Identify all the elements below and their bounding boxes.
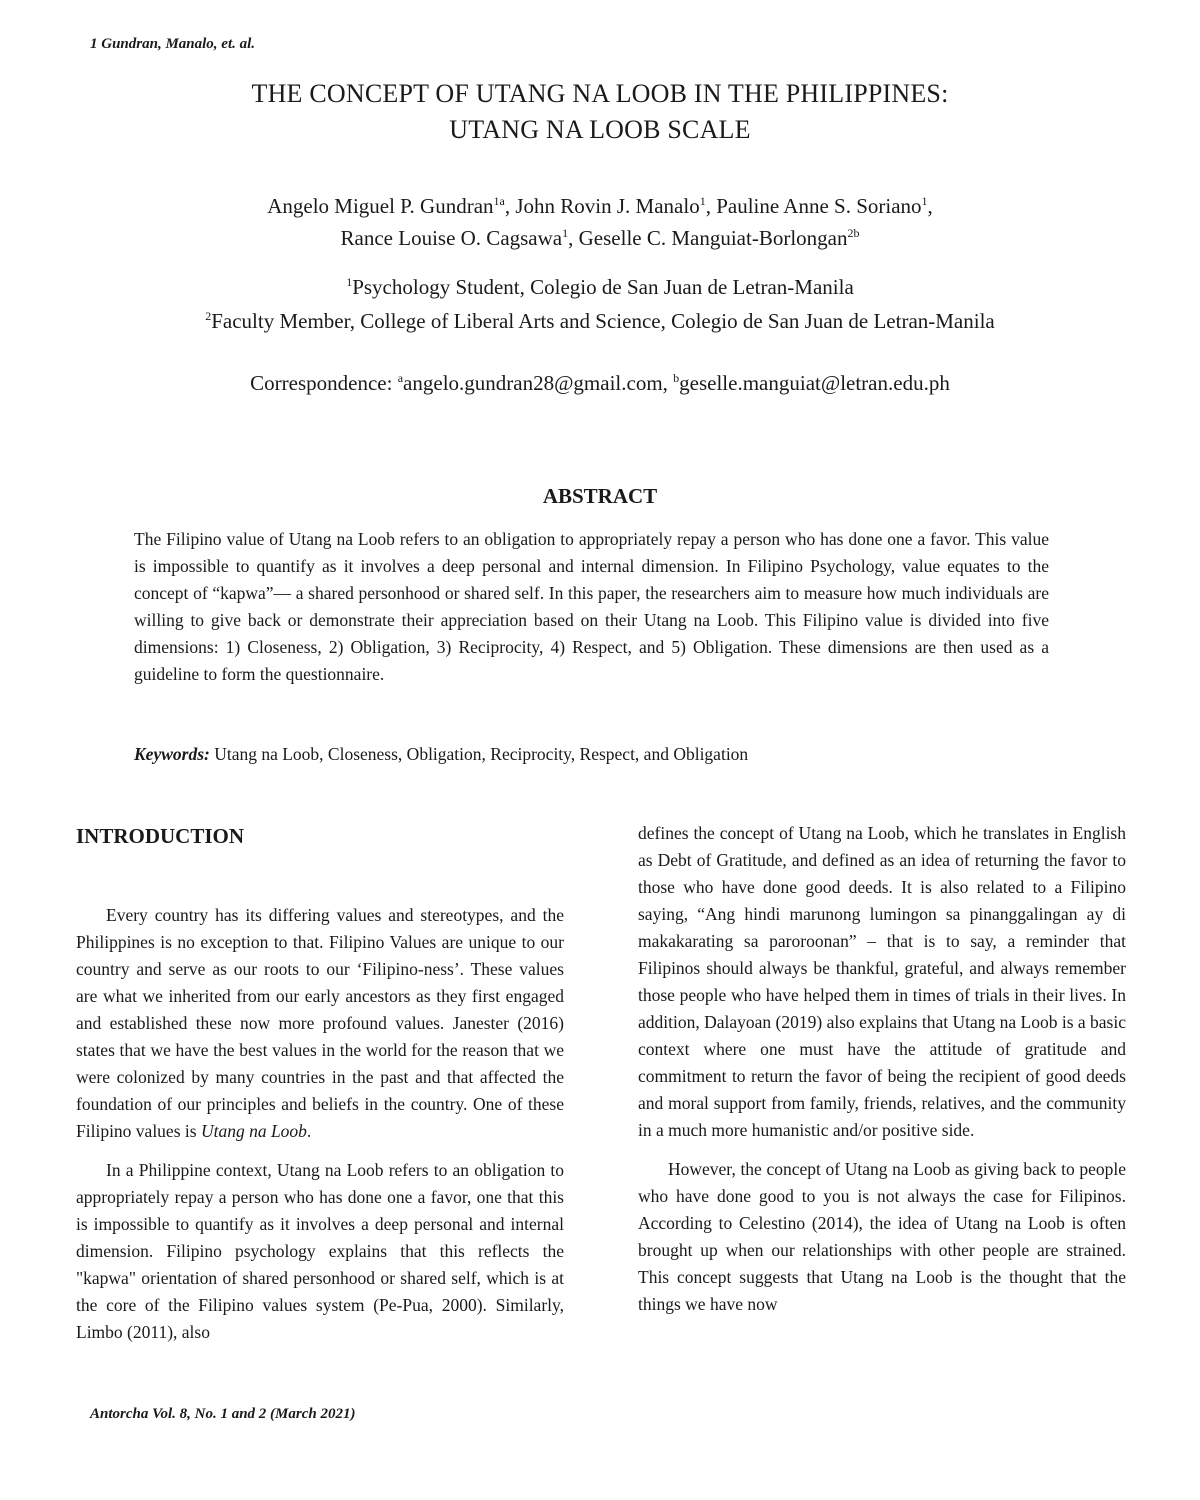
correspondence-sup: b xyxy=(673,371,680,385)
affiliation-1 xyxy=(0,270,1200,304)
author-name: Angelo Miguel P. Gundran xyxy=(267,194,494,218)
title-line-1: THE CONCEPT OF UTANG NA LOOB IN THE PHILIPPINES: xyxy=(251,79,949,108)
paper-title xyxy=(0,76,1200,148)
correspondence-sup: a xyxy=(397,371,404,385)
author-line-1 xyxy=(0,190,1200,222)
affiliation-sup: 2 xyxy=(205,309,212,323)
paragraph-end: . xyxy=(306,1121,312,1141)
title-line-2: UTANG NA LOOB SCALE xyxy=(449,115,751,144)
column-right xyxy=(638,820,1126,1318)
abstract-body: The Filipino value of Utang na Loob refers to an obligation to appropriately repay a person who has done one a favor. This value is impossible to quantify as it involves a deep personal and internal dimension. In Filipino Psychology, value equates to the concept of “kapwa”— a shared personhood or shared self. In this paper, the researchers aim to measure how much individuals are willing to give back or demonstrate their appreciation based on their Utang na Loob. This Filipino value is divided into five dimensions: 1) Closeness, 2) Obligation, 3) Reciprocity, 4) Respect, and 5) Obligation. These dimensions are then used as a guideline to form the questionnaire. xyxy=(134,529,1049,684)
author-sup: 1 xyxy=(699,194,706,208)
journal-footer: Antorcha Vol. 8, No. 1 and 2 (March 2021) xyxy=(90,1406,356,1422)
keywords xyxy=(134,741,1049,768)
affiliation-sup: 1 xyxy=(346,275,353,289)
affiliations xyxy=(0,270,1200,338)
author-line-2 xyxy=(0,222,1200,254)
author-sup: 1 xyxy=(562,226,569,240)
author-name: , John Rovin J. Manalo xyxy=(504,194,700,218)
author-sup: 1a xyxy=(493,194,505,208)
italic-term: Utang na Loob xyxy=(200,1121,307,1141)
intro-paragraph-2: In a Philippine context, Utang na Loob refers to an obligation to appropriately repay a person who has done one a favor, one that this is impossible to quantify as it involves a deep personal and internal dimension. Filipino psychology explains that this reflects the "kapwa" orientation of shared personhood or shared self, which is at the core of the Filipino values system (Pe-Pua, 2000). Similarly, Limbo (2011), also xyxy=(76,1160,564,1342)
keywords-label: Keywords: xyxy=(134,744,210,764)
email-link-b[interactable]: geselle.manguiat@letran.edu.ph xyxy=(679,371,950,395)
author-sup: 2b xyxy=(847,226,860,240)
intro-paragraph-1 xyxy=(76,902,564,1145)
intro-paragraph-3: defines the concept of Utang na Loob, which he translates in English as Debt of Gratitude, and defined as an idea of returning the favor to those who have done good deeds. It is also related to a Filipino saying, “Ang hindi marunong lumingon sa pinanggalingan ay di makakarating sa paroroonan” – that is to say, a reminder that Filipinos should always be thankful, grateful, and always remember those people who have helped them in times of trials in their lives. In addition, Dalayoan (2019) also explains that Utang na Loob is a basic context where one must have the attitude of gratitude and commitment to return the favor of being the recipient of good deeds and moral support from family, friends, relatives, and the community in a much more humanistic and/or positive side. xyxy=(638,823,1126,1140)
intro-paragraph-4: However, the concept of Utang na Loob as giving back to people who have done good to you is not always the case for Filipinos. According to Celestino (2014), the idea of Utang na Loob is often brought up when our relationships with other people are strained. This concept suggests that Utang na Loob is the thought that the things we have now xyxy=(638,1159,1126,1314)
abstract-heading: ABSTRACT xyxy=(542,484,658,508)
author-list xyxy=(0,190,1200,254)
author-name: Rance Louise O. Cagsawa xyxy=(340,226,563,250)
affiliation-text: Faculty Member, College of Liberal Arts and Science, Colegio de San Juan de Letran-Manila xyxy=(211,309,995,333)
affiliation-2 xyxy=(0,304,1200,338)
author-separator: , xyxy=(927,194,933,218)
author-name: , Geselle C. Manguiat-Borlongan xyxy=(568,226,848,250)
keywords-text: Utang na Loob, Closeness, Obligation, Reciprocity, Respect, and Obligation xyxy=(209,744,749,764)
correspondence-label: Correspondence: xyxy=(250,371,398,395)
author-name: , Pauline Anne S. Soriano xyxy=(705,194,922,218)
column-left xyxy=(76,820,564,1346)
email-link-a[interactable]: angelo.gundran28@gmail.com, xyxy=(403,371,674,395)
introduction-heading: INTRODUCTION xyxy=(76,824,245,848)
author-sup: 1 xyxy=(921,194,928,208)
correspondence xyxy=(0,367,1200,399)
affiliation-text: Psychology Student, Colegio de San Juan de Letran-Manila xyxy=(352,275,854,299)
running-header: 1 Gundran, Manalo, et. al. xyxy=(90,36,256,52)
paragraph-text: Every country has its differing values and stereotypes, and the Philippines is no exception to that. Filipino Values are unique to our country and serve as our roots to our ‘Filipino-ness’. These values are what we inherited from our early ancestors as they first engaged and established these now more profound values. Janester (2016) states that we have the best values in the world for the reason that we were colonized by many countries in the past and that affected the foundation of our principles and beliefs in the country. One of these Filipino values is xyxy=(76,905,564,1141)
